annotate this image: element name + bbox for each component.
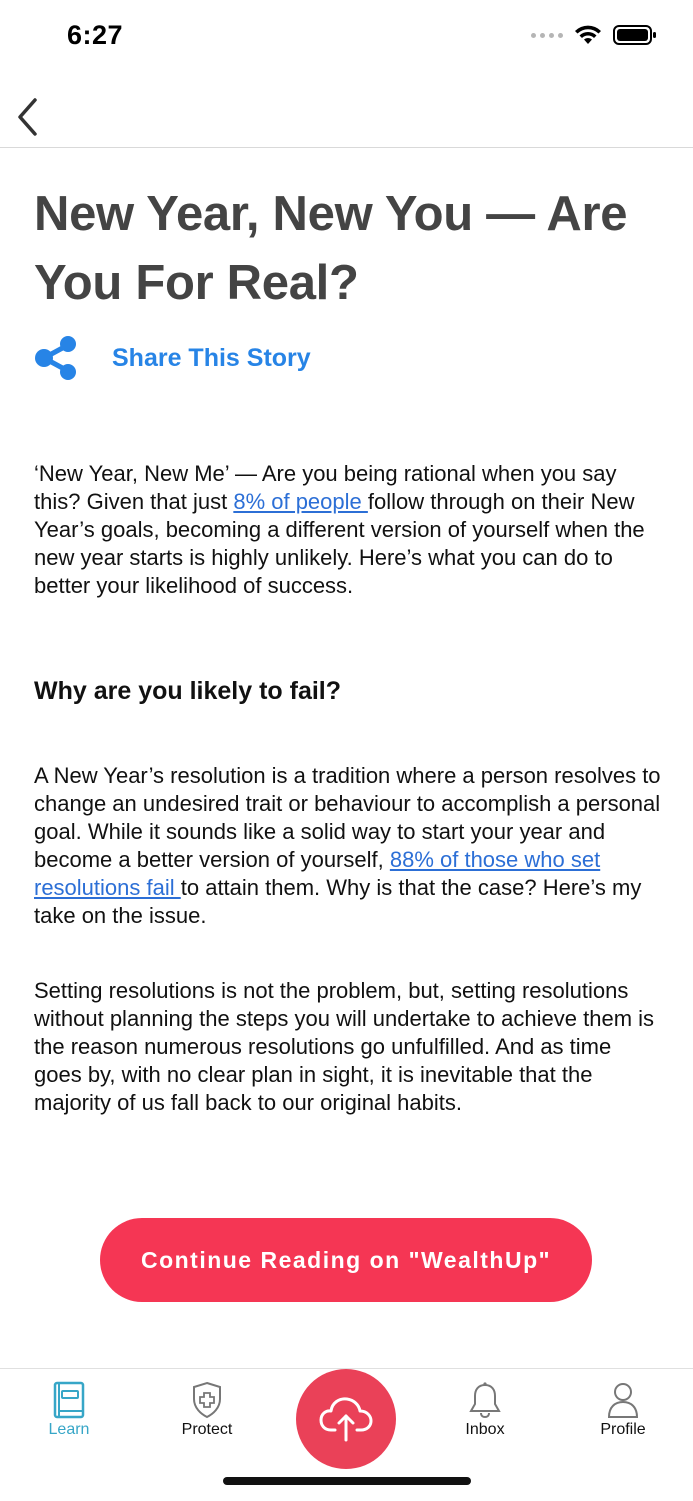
body-text-start: A New Year’s resolution is a tradition where a person resolves to change an undesired trait or behaviour to accomplish a personal goal. While it sounds like a solid way to start your year and become a better version of yourself, <box>34 763 661 872</box>
continue-reading-button[interactable]: Continue Reading on "WealthUp" <box>100 1218 592 1302</box>
wifi-icon <box>573 24 603 46</box>
tab-learn[interactable] <box>9 1369 129 1449</box>
bell-icon <box>468 1381 502 1419</box>
status-bar <box>0 0 693 78</box>
intro-text-start: ‘New Year, New Me’ — Are you being rational when you say this? Given that just <box>34 461 617 514</box>
share-story-button[interactable] <box>34 335 311 381</box>
stat-link-88-percent[interactable]: 88% of those who set resolutions fail <box>34 847 601 900</box>
cloud-upload-icon <box>318 1394 374 1444</box>
book-icon <box>53 1381 85 1419</box>
body-paragraph-1 <box>34 762 664 930</box>
intro-text-end: follow through on their New Year’s goals, becoming a different version of yourself when the new year starts is highly unlikely. Here’s what you can do to better your likelihood of success. <box>34 489 645 598</box>
tab-profile-label: Profile <box>600 1421 646 1438</box>
body-text-end: to attain them. Why is that the case? Here’s my take on the issue. <box>34 875 642 928</box>
shield-plus-icon <box>191 1381 223 1419</box>
tab-protect[interactable] <box>147 1369 267 1449</box>
tab-learn-label: Learn <box>48 1421 90 1438</box>
navigation-bar <box>0 78 693 148</box>
section-heading: Why are you likely to fail? <box>34 677 342 705</box>
upload-button[interactable] <box>296 1369 396 1469</box>
signal-icon <box>531 33 563 38</box>
tab-inbox[interactable] <box>425 1369 545 1449</box>
stat-link-8-percent[interactable]: 8% of people <box>233 489 368 514</box>
article <box>34 180 664 1115</box>
tab-profile[interactable] <box>563 1369 683 1449</box>
article-title: New Year, New You — Are You For Real? <box>34 187 628 310</box>
tab-protect-label: Protect <box>181 1421 233 1438</box>
body-paragraph-2: Setting resolutions is not the problem, but, setting resolutions without planning the steps you will undertake to achieve them is the reason numerous resolutions go unfulfilled. And as time goes by, with no clear plan in sight, it is inevitable that the majority of us fall back to our original habits. <box>34 978 655 1115</box>
status-icons <box>531 24 657 46</box>
back-button[interactable] <box>10 86 50 136</box>
share-icon <box>34 335 78 381</box>
chevron-left-icon <box>10 86 50 136</box>
tab-inbox-label: Inbox <box>465 1421 505 1438</box>
home-indicator <box>223 1477 471 1485</box>
person-icon <box>606 1381 640 1419</box>
battery-icon <box>613 24 657 46</box>
intro-paragraph <box>34 460 664 600</box>
status-time: 6:27 <box>67 20 124 50</box>
share-story-label: Share This Story <box>112 343 311 372</box>
